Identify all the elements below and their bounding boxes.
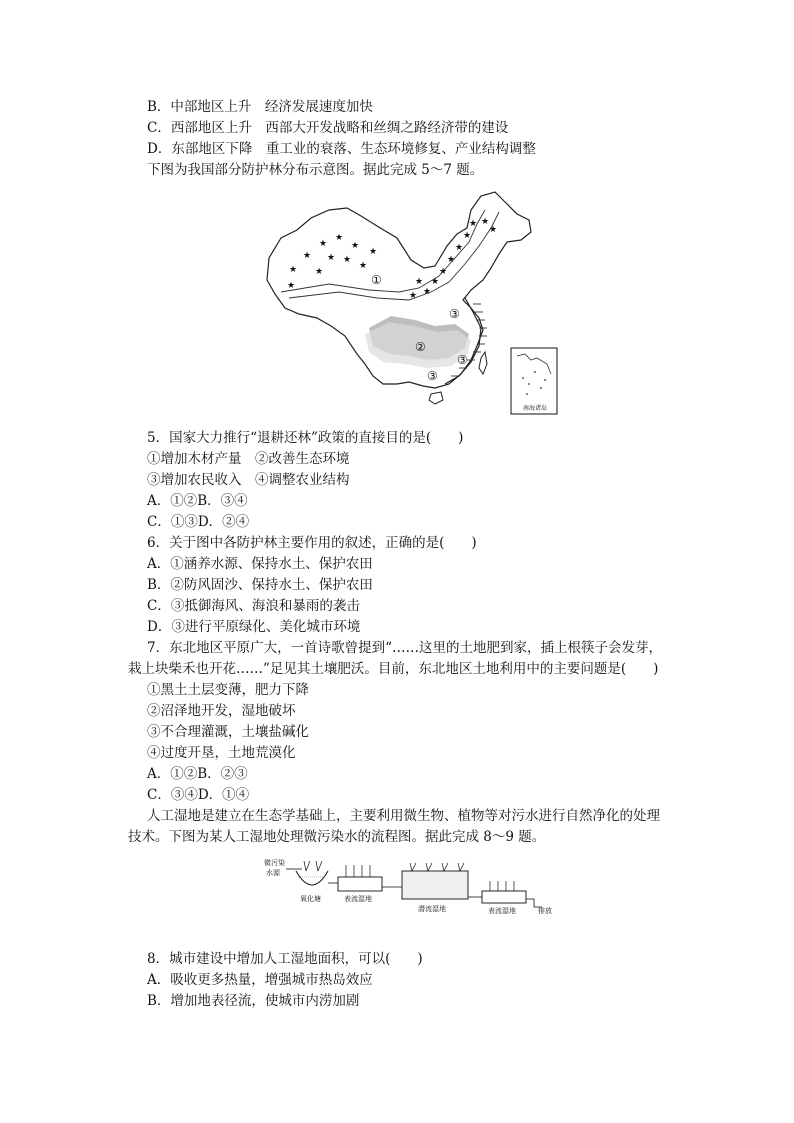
svg-text:★: ★ bbox=[455, 243, 464, 253]
inset-label: 南海诸岛 bbox=[523, 405, 548, 412]
q7-item-3: ③不合理灌溉，土壤盐碱化 bbox=[147, 724, 309, 740]
svg-text:★: ★ bbox=[343, 255, 352, 265]
q8-option-a: A．吸收更多热量，增强城市热岛效应 bbox=[147, 972, 373, 988]
flow-surface2-label: 表流湿地 bbox=[488, 907, 516, 915]
q8-stem: 8．城市建设中增加人工湿地面积，可以( ) bbox=[147, 951, 423, 967]
svg-text:★: ★ bbox=[463, 231, 472, 241]
q7-item-2: ②沼泽地开发，湿地破坏 bbox=[147, 703, 296, 719]
taiwan-island bbox=[479, 352, 487, 374]
star-markers bbox=[287, 217, 497, 301]
q5-item-2: ③增加农民收入 ④调整农业结构 bbox=[147, 472, 350, 488]
svg-text:★: ★ bbox=[423, 287, 432, 297]
wetland-intro-line1: 人工湿地是建立在生态学基础上，主要利用微生物、植物等对污水进行自然净化的处理 bbox=[147, 808, 660, 824]
map-label-3a: ③ bbox=[449, 307, 460, 321]
map-label-3c: ③ bbox=[427, 369, 438, 383]
q8-option-b: B．增加地表径流，使城市内涝加剧 bbox=[147, 993, 360, 1009]
svg-text:★: ★ bbox=[327, 253, 336, 263]
shelterbelt-map bbox=[259, 188, 559, 416]
q6-option-c: C．③抵御海风、海浪和暴雨的袭击 bbox=[147, 598, 360, 614]
svg-text:★: ★ bbox=[369, 247, 378, 257]
flow-subsurface-label: 潜流湿地 bbox=[418, 905, 446, 913]
svg-text:★: ★ bbox=[481, 217, 490, 227]
three-north-belt bbox=[281, 210, 499, 300]
svg-text:★: ★ bbox=[469, 219, 478, 229]
q7-options-ab: A．①②B．②③ bbox=[147, 766, 248, 782]
svg-text:★: ★ bbox=[315, 267, 324, 277]
svg-text:★: ★ bbox=[335, 233, 344, 243]
option-c-top: C．西部地区上升 西部大开发战略和丝绸之路经济带的建设 bbox=[147, 120, 509, 136]
svg-text:★: ★ bbox=[447, 255, 456, 265]
q6-option-d: D．③进行平原绿化、美化城市环境 bbox=[147, 619, 361, 635]
svg-text:★: ★ bbox=[303, 251, 312, 261]
hainan-island bbox=[429, 392, 443, 404]
subsurface-wetland bbox=[402, 871, 468, 899]
q7-options-cd: C．③④D．①④ bbox=[147, 787, 250, 803]
south-sea-inset bbox=[511, 348, 557, 414]
map-label-3b: ③ bbox=[457, 353, 468, 367]
q5-item-1: ①增加木材产量 ②改善生态环境 bbox=[147, 451, 350, 467]
oxidation-pond bbox=[296, 871, 328, 885]
q6-option-b: B．②防风固沙、保持水土、保护农田 bbox=[147, 577, 373, 593]
q5-stem: 5．国家大力推行“退耕还林”政策的直接目的是( ) bbox=[147, 430, 464, 446]
flow-source-line1: 微污染 bbox=[264, 859, 285, 867]
surface-wetland-2 bbox=[482, 891, 526, 903]
svg-text:★: ★ bbox=[289, 265, 298, 275]
surface-wetland-1 bbox=[338, 877, 382, 891]
svg-text:★: ★ bbox=[409, 291, 418, 301]
map-label-1: ① bbox=[371, 273, 382, 287]
svg-text:★: ★ bbox=[489, 225, 498, 235]
flow-pond-label: 氧化塘 bbox=[300, 895, 321, 903]
flow-discharge-label: 排放 bbox=[538, 907, 552, 915]
svg-text:★: ★ bbox=[415, 277, 424, 287]
q6-option-a: A．①涵养水源、保持水土、保护农田 bbox=[147, 556, 373, 572]
q7-item-1: ①黑土土层变薄，肥力下降 bbox=[147, 682, 309, 698]
option-d-top: D．东部地区下降 重工业的衰落、生态环境修复、产业结构调整 bbox=[147, 141, 536, 157]
svg-text:★: ★ bbox=[351, 241, 360, 251]
map-label-2: ② bbox=[415, 340, 426, 354]
q6-stem: 6．关于图中各防护林主要作用的叙述，正确的是( ) bbox=[147, 535, 477, 551]
wetland-flow-diagram bbox=[262, 855, 562, 915]
q5-options-cd: C．①③D．②④ bbox=[147, 514, 250, 530]
q5-options-ab: A．①②B．③④ bbox=[147, 493, 248, 509]
svg-text:★: ★ bbox=[359, 261, 368, 271]
wetland-intro-line2: 技术。下图为某人工湿地处理微污染水的流程图。据此完成 8～9 题。 bbox=[128, 829, 546, 845]
q7-item-4: ④过度开垦，土地荒漠化 bbox=[147, 745, 296, 761]
svg-text:★: ★ bbox=[319, 239, 328, 249]
q7-stem-line1: 7．东北地区平原广大，一首诗歌曾提到“……这里的土地肥到家，插上根筷子会发芽， bbox=[147, 640, 662, 656]
map-intro: 下图为我国部分防护林分布示意图。据此完成 5～7 题。 bbox=[147, 162, 484, 178]
flow-source-line2: 水源 bbox=[266, 869, 280, 877]
svg-text:★: ★ bbox=[431, 277, 440, 287]
svg-text:★: ★ bbox=[287, 281, 296, 291]
option-b-top: B．中部地区上升 经济发展速度加快 bbox=[147, 99, 373, 115]
q7-stem-line2: 栽上块柴禾也开花……”足见其土壤肥沃。目前，东北地区土地利用中的主要问题是( ) bbox=[128, 661, 659, 677]
flow-surface1-label: 表流湿地 bbox=[344, 895, 372, 903]
svg-text:★: ★ bbox=[439, 267, 448, 277]
